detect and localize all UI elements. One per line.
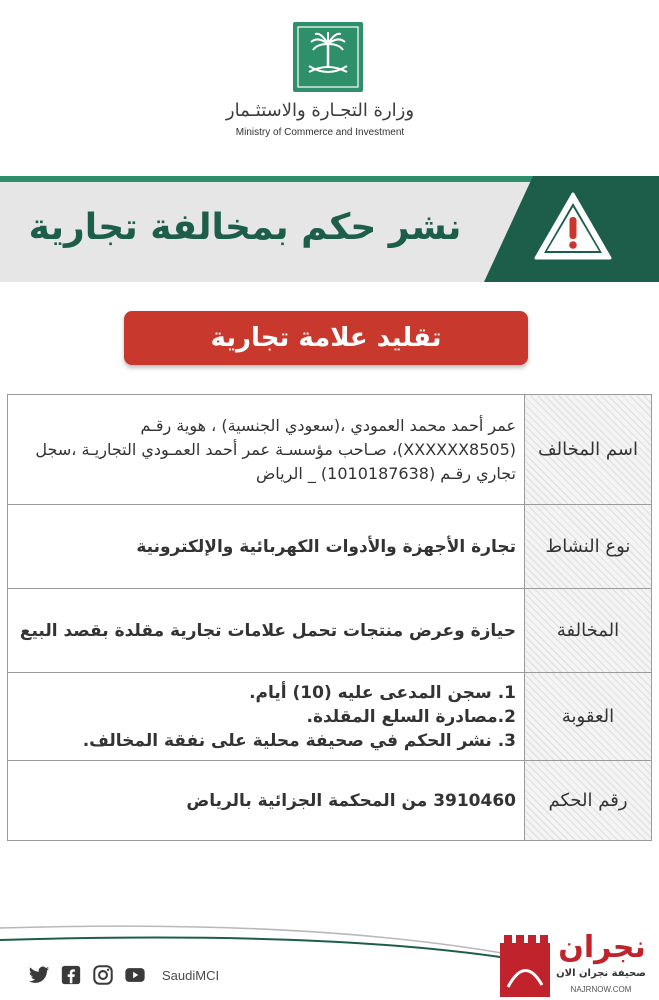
row-label: العقوبة (525, 673, 652, 761)
facebook-icon[interactable] (60, 964, 82, 986)
table-row (8, 589, 652, 673)
table-row (8, 761, 652, 841)
instagram-icon[interactable] (92, 964, 114, 986)
social-handle[interactable]: SaudiMCI (162, 967, 220, 983)
row-label: اسم المخالف (525, 395, 652, 505)
ruling-details-table (7, 394, 652, 841)
activity-type-value: تجارة الأجهزة والأدوات الكهربائية والإلكترونية (8, 505, 525, 589)
violator-name-value: عمر أحمد محمد العمودي ،(سعودي الجنسية) ، هوية رقـم (XXXXXX8505)، صـاحب مؤسسـة عمر أحمد العمـودي التجاريـة ،سجل تجاري رقـم (1010187638) _ الرياض (8, 395, 525, 505)
palm-swords-emblem-icon (293, 22, 363, 92)
watermark-url: NAJRNOW.COM (570, 985, 632, 994)
list-item: 3. نشر الحكم في صحيفة محلية على نفقة المخالف. (82, 730, 516, 751)
page-title: نشر حكم بمخالفة تجارية (28, 207, 462, 248)
ministry-name-english: Ministry of Commerce and Investment (235, 127, 405, 138)
list-item: 2.مصادرة السلع المقلدة. (306, 706, 516, 727)
penalty-list (16, 681, 516, 753)
row-label: رقم الحكم (525, 761, 652, 841)
table-row (8, 505, 652, 589)
ruling-number-value: 3910460 من المحكمة الجزائية بالرياض (8, 761, 525, 841)
youtube-icon[interactable] (124, 964, 146, 986)
table-row (8, 395, 652, 505)
watermark-subtitle: صحيفة نجران الان (556, 968, 646, 979)
ministry-name-arabic: وزارة التجـارة والاستثـمار (225, 100, 415, 121)
violation-value: حيازة وعرض منتجات تحمل علامات تجارية مقلدة بقصد البيع (8, 589, 525, 673)
table-row (8, 673, 652, 761)
twitter-icon[interactable] (28, 964, 50, 986)
warning-icon (533, 190, 613, 262)
ministry-logo (293, 22, 363, 92)
penalty-value (8, 673, 525, 761)
list-item: 1. سجن المدعى عليه (10) أيام. (249, 682, 516, 703)
social-links (28, 962, 219, 988)
row-label: المخالفة (525, 589, 652, 673)
watermark-name: نجران (558, 930, 646, 965)
row-label: نوع النشاط (525, 505, 652, 589)
violation-type-badge: تقليد علامة تجارية (124, 311, 528, 365)
